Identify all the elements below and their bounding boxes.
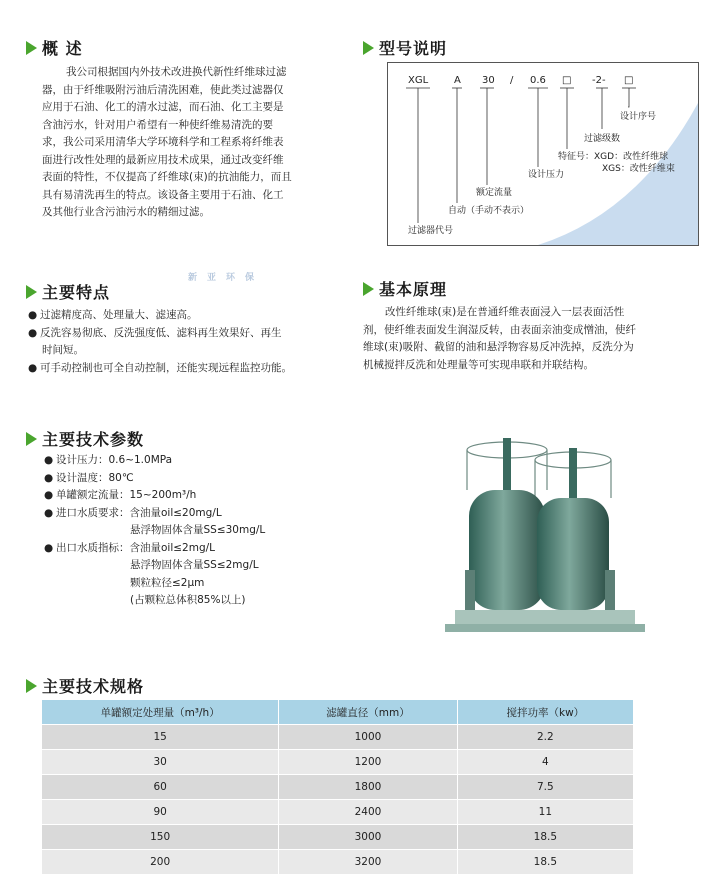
- table-cell: 4: [457, 750, 633, 775]
- column-header: 单罐额定处理量（m³/h）: [42, 700, 279, 725]
- list-item: ● 反洗容易彻底、反洗强度低、滤料再生效果好、再生: [28, 326, 282, 339]
- triangle-bullet-icon: [26, 285, 37, 299]
- model-title: 型号说明: [379, 39, 448, 58]
- overview-title: 概 述: [42, 39, 83, 58]
- text-line: 具有易清洗再生的特点。该设备主要用于石油、化工: [42, 188, 284, 201]
- table-row: [42, 800, 634, 825]
- params-title: 主要技术参数: [42, 430, 145, 449]
- code-seq: □: [624, 75, 634, 86]
- text-line: 求，我公司采用清华大学环境科学和工程系将纤维表: [42, 136, 284, 148]
- text-line: 表面的特性，不仅提高了纤维球(束)的抗油能力，而且: [42, 171, 292, 183]
- overview-text: [42, 64, 342, 222]
- code-xgl: XGL: [408, 75, 429, 86]
- list-item: ● 可手动控制也可全自动控制，还能实现远程监控功能。: [28, 361, 292, 374]
- code-a: A: [454, 75, 461, 86]
- label-feature: 特征号：XGD：改性纤维球: [558, 152, 669, 162]
- list-item-continuation: 悬浮物固体含量SS≤2mg/L: [130, 559, 259, 571]
- table-cell: 90: [42, 800, 279, 825]
- text-line: 面进行改性处理的最新应用技术成果，通过改变纤维: [42, 153, 284, 166]
- model-heading: [363, 36, 447, 59]
- table-row: [42, 825, 634, 850]
- triangle-bullet-icon: [363, 282, 374, 296]
- label-auto: 自动（手动不表示）: [448, 206, 530, 216]
- table-cell: 150: [42, 825, 279, 850]
- list-item-continuation: 颗粒粒径≤2μm: [130, 576, 205, 589]
- list-item: ● 设计压力：0.6~1.0MPa: [44, 454, 173, 466]
- table-cell: 60: [42, 775, 279, 800]
- principle-title: 基本原理: [379, 280, 448, 299]
- table-cell: 200: [42, 850, 279, 875]
- text-line: 器，由于纤维吸附污油后清洗困难，使此类过滤器仅: [42, 83, 284, 96]
- principle-heading: [363, 277, 447, 300]
- watermark-text: 新亚环保: [188, 273, 265, 283]
- features-heading: [26, 280, 110, 303]
- label-seq: 设计序号: [620, 112, 657, 122]
- text-line: 剂，使纤维表面发生润湿反转，由表面亲油变成憎油，使纤: [363, 323, 636, 336]
- params-heading: [26, 427, 144, 450]
- table-cell: 30: [42, 750, 279, 775]
- code-feature: □: [562, 75, 572, 86]
- equipment-photo: [445, 420, 645, 648]
- list-item: ● 单罐额定流量：15~200m³/h: [44, 489, 197, 501]
- triangle-bullet-icon: [26, 432, 37, 446]
- table-cell: 7.5: [457, 775, 633, 800]
- text-line: 维球(束)吸附、截留的油和悬浮物容易反冲洗掉，反洗分为: [363, 341, 634, 353]
- table-row: [42, 750, 634, 775]
- text-line: 及其他行业含污油污水的精细过滤。: [42, 206, 210, 218]
- code-slash: /: [510, 75, 514, 86]
- list-item: ● 设计温度：80℃: [44, 471, 134, 484]
- overview-heading: [26, 36, 83, 59]
- text-line: 应用于石油、化工的清水过滤，而石油、化工主要是: [42, 101, 284, 113]
- specs-title: 主要技术规格: [42, 677, 145, 696]
- label-feature2: XGS：改性纤维束: [602, 164, 675, 174]
- table-cell: 3000: [279, 825, 457, 850]
- list-item-continuation: 时间短。: [42, 344, 84, 356]
- principle-text: [363, 304, 708, 374]
- table-row: [42, 850, 634, 875]
- table-row: [42, 725, 634, 750]
- label-grade: 过滤级数: [584, 134, 621, 144]
- table-cell: 18.5: [457, 825, 633, 850]
- code-grade: -2-: [592, 75, 606, 86]
- text-line: 我公司根据国内外技术改进换代新性纤维球过滤: [66, 66, 287, 78]
- table-cell: 15: [42, 725, 279, 750]
- label-flow: 额定流量: [476, 188, 513, 198]
- label-pressure: 设计压力: [528, 170, 565, 180]
- triangle-bullet-icon: [26, 679, 37, 693]
- text-line: 含油污水，针对用户希望有一种使纤维易清洗的要: [42, 118, 273, 131]
- table-cell: 1800: [279, 775, 457, 800]
- table-header-row: [42, 700, 634, 725]
- triangle-bullet-icon: [363, 41, 374, 55]
- specs-table: [42, 700, 634, 874]
- table-cell: 3200: [279, 850, 457, 875]
- features-title: 主要特点: [42, 283, 111, 302]
- text-line: 改性纤维球(束)是在普通纤维表面浸入一层表面活性: [385, 306, 625, 318]
- table-cell: 18.5: [457, 850, 633, 875]
- params-list: [44, 452, 344, 610]
- specs-heading: [26, 674, 144, 697]
- label-code: 过滤器代号: [408, 226, 454, 236]
- table-cell: 1000: [279, 725, 457, 750]
- table-row: [42, 775, 634, 800]
- features-list: [28, 307, 348, 377]
- list-item: ● 出口水质指标：含油量oil≤2mg/L: [44, 541, 216, 554]
- table-cell: 2.2: [457, 725, 633, 750]
- model-diagram: [387, 62, 699, 246]
- column-header: 滤罐直径（mm）: [279, 700, 457, 725]
- triangle-bullet-icon: [26, 41, 37, 55]
- code-30: 30: [482, 75, 495, 86]
- column-header: 搅拌功率（kw）: [457, 700, 633, 725]
- list-item: ● 进口水质要求：含油量oil≤20mg/L: [44, 506, 222, 519]
- list-item-continuation: (占颗粒总体积85%以上): [130, 594, 246, 606]
- text-line: 机械搅拌反洗和处理量等可实现串联和并联结构。: [363, 358, 594, 371]
- list-item: ● 过滤精度高、处理量大、滤速高。: [28, 309, 198, 321]
- table-cell: 2400: [279, 800, 457, 825]
- list-item-continuation: 悬浮物固体含量SS≤30mg/L: [130, 524, 266, 536]
- table-cell: 1200: [279, 750, 457, 775]
- code-pressure: 0.6: [530, 75, 546, 86]
- table-cell: 11: [457, 800, 633, 825]
